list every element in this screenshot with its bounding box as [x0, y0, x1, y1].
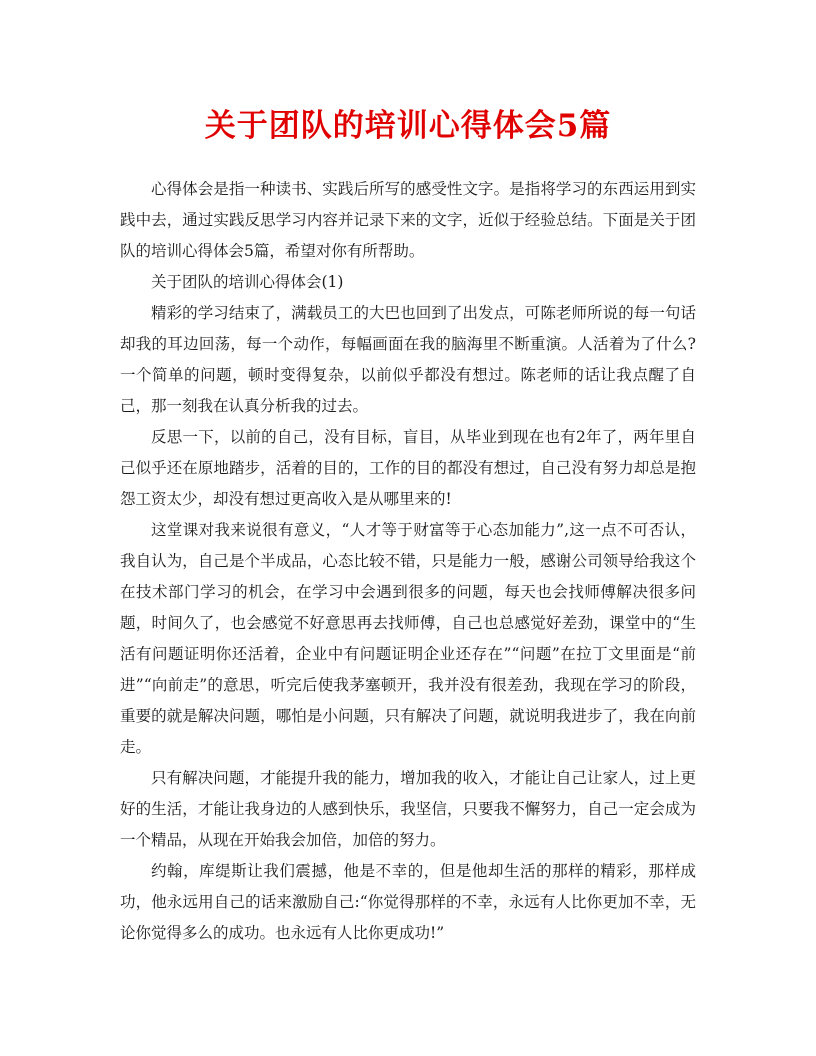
body-paragraph: 精彩的学习结束了，满载员工的大巴也回到了出发点，可陈老师所说的每一句话却我的耳边回荡，每一个动作，每幅画面在我的脑海里不断重演。人活着为了什么?一个简单的问题，顿时变得复杂，以前似乎都没有想过。陈老师的话让我点醒了自己，那一刻我在认真分析我的过去。 — [120, 304, 696, 415]
body-paragraph: 这堂课对我来说很有意义，“人才等于财富等于心态加能力”,这一点不可否认，我自认为，自己是个半成品，心态比较不错，只是能力一般，感谢公司领导给我这个在技术部门学习的机会，在学习中会遇到很多的问题，每天也会找师傅解决很多问题，时间久了，也会感觉不好意思再去找师傅，自己也总感觉好差劲，课堂中的“生活有问题证明你还活着，企业中有问题证明企业还存在”“问题”在拉丁文里面是“前进”“向前走”的意思，听完后使我茅塞顿开，我并没有很差劲，我现在学习的阶段，重要的就是解决问题，哪怕是小问题，只有解决了问题，就说明我进步了，我在向前走。 — [120, 521, 696, 756]
body-paragraph: 反思一下，以前的自己，没有目标，盲目，从毕业到现在也有2年了，两年里自己似乎还在原地踏步，活着的目的，工作的目的都没有想过，自己没有努力却总是抱怨工资太少，却没有想过更高收入是从哪里来的! — [120, 428, 696, 508]
body-paragraph: 只有解决问题，才能提升我的能力，增加我的收入，才能让自己让家人，过上更好的生活，才能让我身边的人感到快乐，我坚信，只要我不懈努力，自己一定会成为一个精品，从现在开始我会加倍，加倍的努力。 — [120, 769, 696, 849]
body-paragraph: 约翰，库缇斯让我们震撼，他是不幸的，但是他却生活的那样的精彩，那样成功，他永远用自己的话来激励自己:“你觉得那样的不幸，永远有人比你更加不幸，无论你觉得多么的成功。也永远有人比你更成功!” — [120, 862, 696, 942]
document-body — [120, 174, 696, 949]
intro-paragraph: 心得体会是指一种读书、实践后所写的感受性文字。是指将学习的东西运用到实践中去，通过实践反思学习内容并记录下来的文字，近似于经验总结。下面是关于团队的培训心得体会5篇，希望对你有所帮助。 — [120, 180, 696, 260]
document-title: 关于团队的培训心得体会5篇 — [204, 108, 612, 144]
section-heading: 关于团队的培训心得体会(1) — [151, 273, 344, 291]
